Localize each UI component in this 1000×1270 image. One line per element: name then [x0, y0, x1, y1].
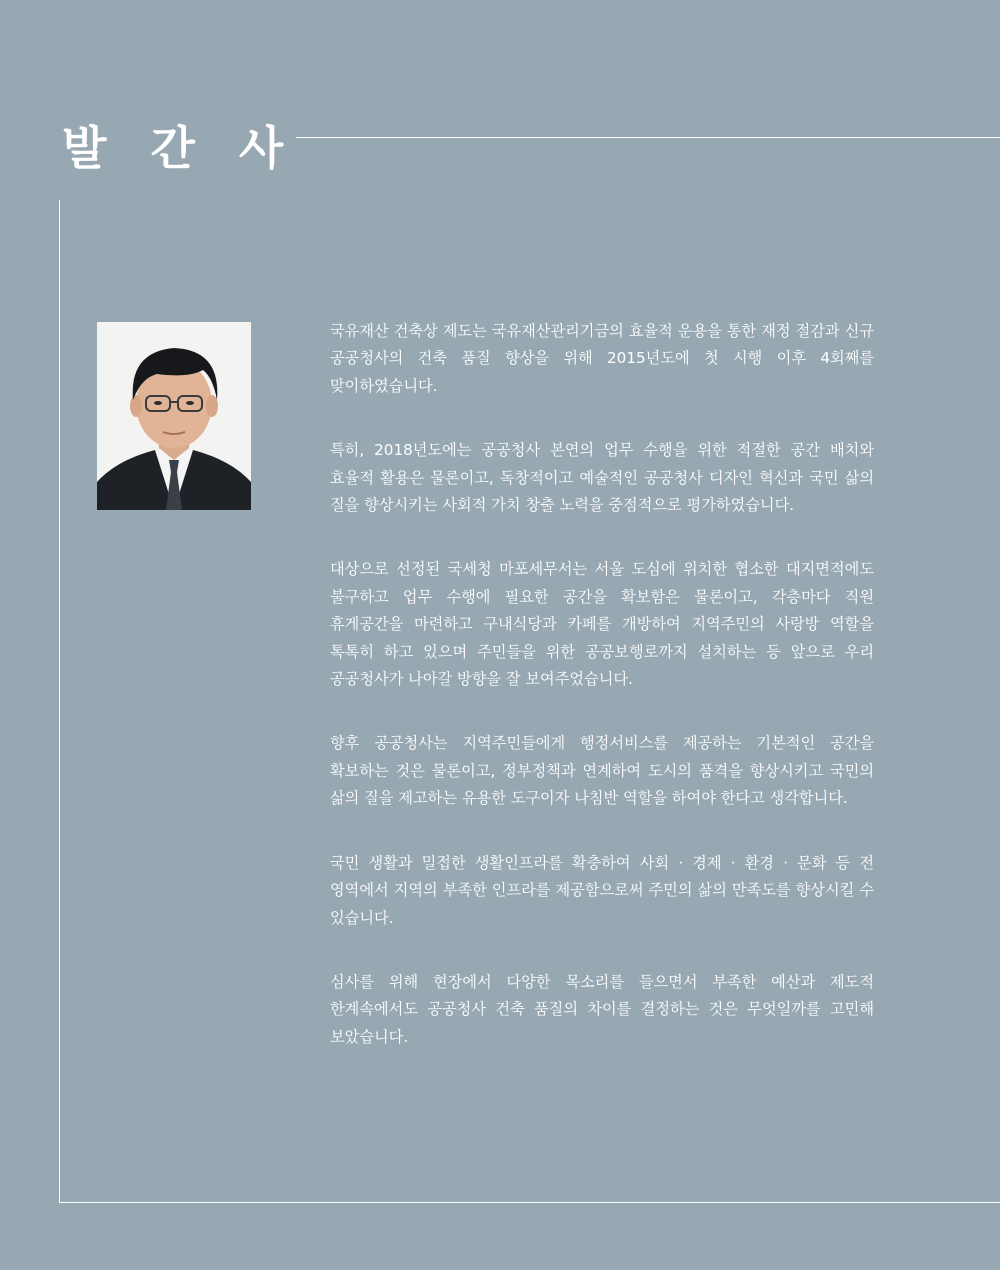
frame-left-border: [59, 200, 60, 1203]
paragraph-1: 국유재산 건축상 제도는 국유재산관리기금의 효율적 운용을 통한 재정 절감과 신규 공공청사의 건축 품질 향상을 위해 2015년도에 첫 시행 이후 4회째를 맞이하였습니다.: [330, 322, 874, 395]
paragraph-4: 향후 공공청사는 지역주민들에게 행정서비스를 제공하는 기본적인 공간을 확보하는 것은 물론이고, 정부정책과 연계하여 도시의 품격을 향상시키고 국민의 삶의 질을 제고하는 유용한 도구이자 나침반 역할을 하여야 한다고 생각합니다.: [330, 734, 874, 808]
paragraph-5: 국민 생활과 밀접한 생활인프라를 확충하여 사회 · 경제 · 환경 · 문화 등 전 영역에서 지역의 부족한 인프라를 제공함으로써 주민의 삶의 만족도를 향상시킬 수 있습니다.: [330, 853, 874, 927]
frame-bottom-border: [59, 1202, 1000, 1203]
paragraph-2: 특히, 2018년도에는 공공청사 본연의 업무 수행을 위한 적절한 공간 배치와 효율적 활용은 물론이고, 독창적이고 예술적인 공공청사 디자인 혁신과 국민 삶의 질을 향상시키는 사회적 가치 창출 노력을 중점적으로 평가하였습니다.: [330, 441, 874, 515]
paragraph-3: 대상으로 선정된 국세청 마포세무서는 서울 도심에 위치한 협소한 대지면적에도 불구하고 업무 수행에 필요한 공간을 확보함은 물론이고, 각층마다 직원 휴게공간을 마련하고 구내식당과 카페를 개방하여 지역주민의 사랑방 역할을 톡톡히 하고 있으며 주민들을 위한 공공보행로까지 설치하는 등 앞으로 우리 공공청사가 나아갈 방향을 잘 보여주었습니다.: [330, 560, 874, 689]
paragraph-6: 심사를 위해 현장에서 다양한 목소리를 들으면서 부족한 예산과 제도적 한계속에서도 공공청사 건축 품질의 차이를 결정하는 것은 무엇일까를 고민해 보았습니다.: [330, 972, 874, 1046]
page-title: 발 간 사: [62, 121, 298, 175]
author-portrait: [97, 322, 251, 510]
foreword-body: [330, 318, 874, 1088]
title-divider: [296, 137, 1000, 138]
